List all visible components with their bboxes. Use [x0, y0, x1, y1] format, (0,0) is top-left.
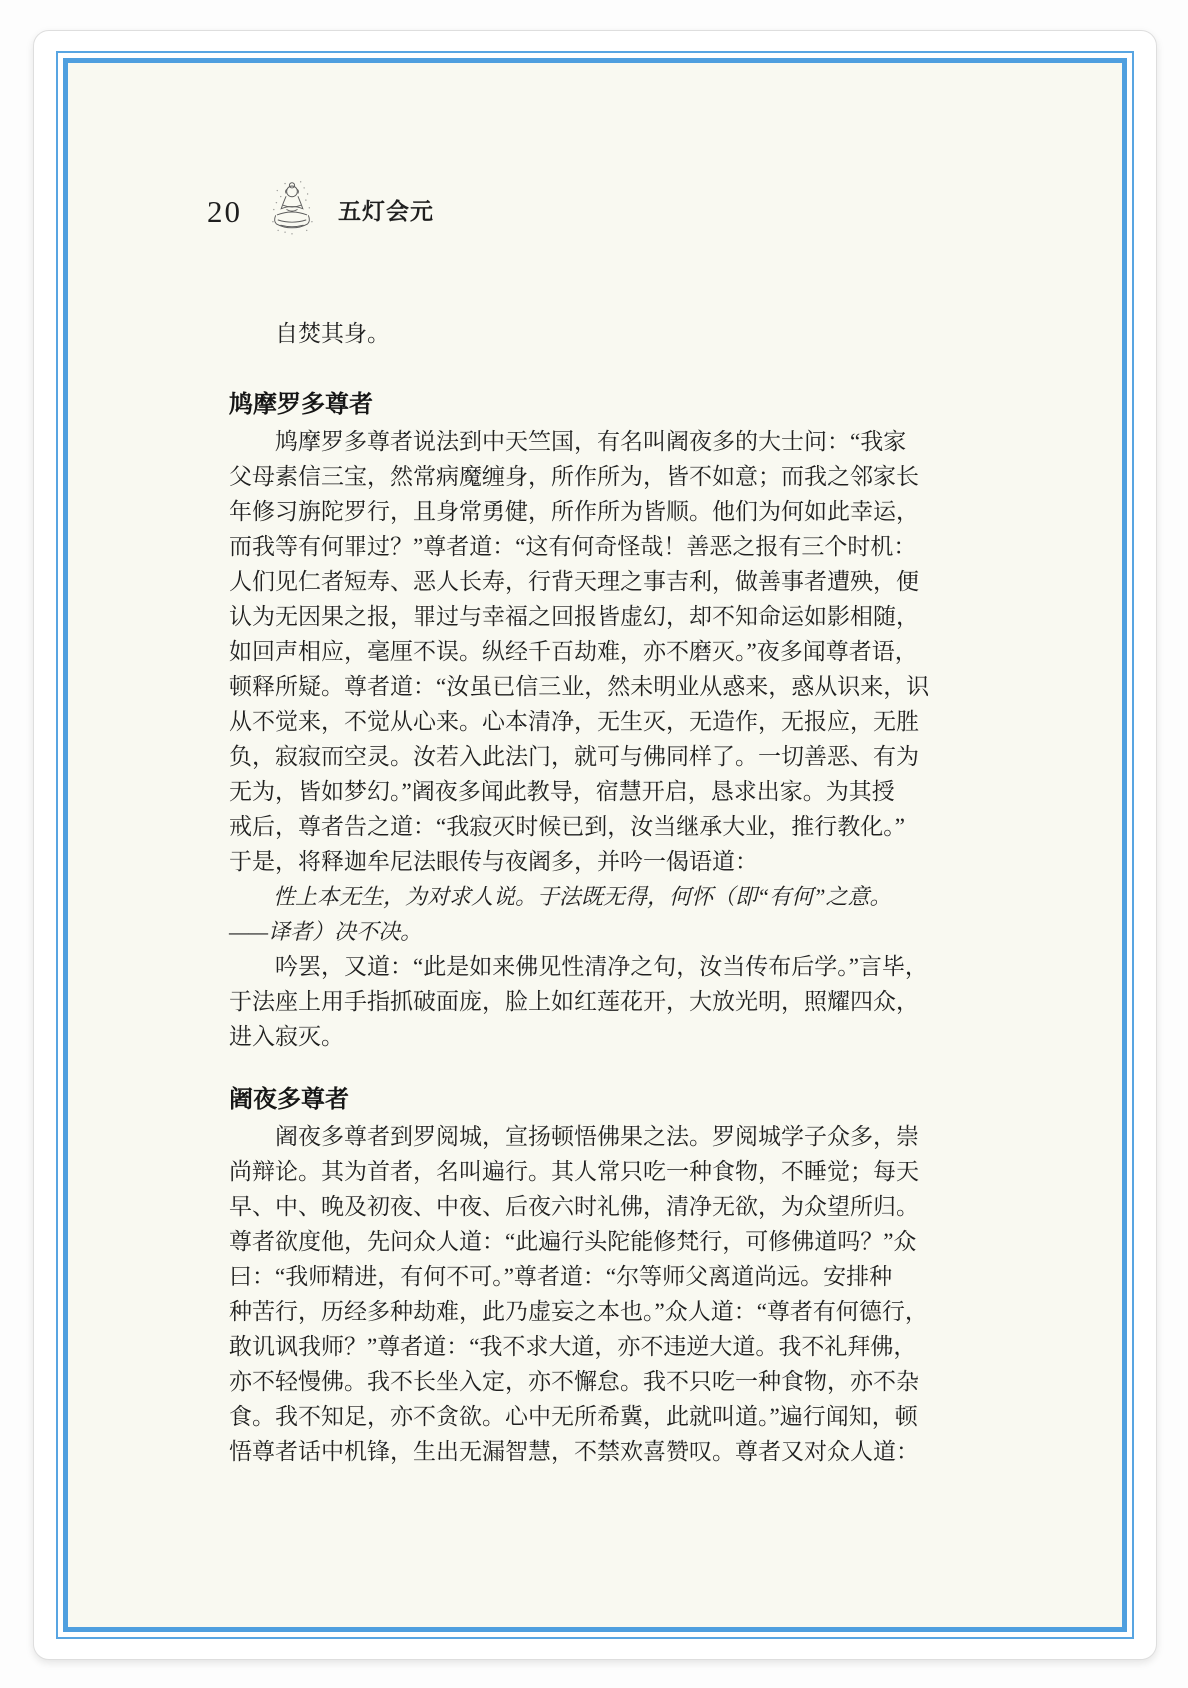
text-line: 如回声相应，毫厘不误。纵经千百劫难，亦不磨灭。”夜多闻尊者语， [229, 639, 918, 664]
text-line: 顿释所疑。尊者道：“汝虽已信三业，然未明业从惑来，惑从识来，识 [229, 674, 930, 699]
text-line: 无为，皆如梦幻。”阇夜多闻此教导，宿慧开启，恳求出家。为其授 [229, 779, 895, 804]
text-line: 尊者欲度他，先问众人道：“此遍行头陀能修梵行，可修佛道吗？”众 [229, 1229, 917, 1254]
buddha-icon [266, 176, 318, 238]
page-content [68, 63, 1122, 1627]
text-line: 鸠摩罗多尊者说法到中天竺国，有名叫阇夜多的大士问：“我家 [229, 429, 907, 454]
text-line: 性上本无生，为对求人说。于法既无得，何怀（即“有何”之意。 [229, 884, 892, 909]
page-number: 20 [207, 193, 242, 229]
text-line: 早、中、晚及初夜、中夜、后夜六时礼佛，清净无欲，为众望所归。 [229, 1194, 919, 1219]
text-line: 从不觉来，不觉从心来。心本清净，无生灭，无造作，无报应，无胜 [229, 709, 919, 734]
text-line: 认为无因果之报，罪过与幸福之回报皆虚幻，却不知命运如影相随， [229, 604, 919, 629]
text-line: 负，寂寂而空灵。汝若入此法门，就可与佛同样了。一切善恶、有为 [229, 744, 919, 769]
text-line: 吟罢，又道：“此是如来佛见性清净之句，汝当传布后学。”言毕， [229, 954, 928, 979]
text-line: 曰：“我师精进，有何不可。”尊者道：“尔等师父离道尚远。安排种 [229, 1264, 893, 1289]
paragraph-jiumoluoduo [229, 424, 930, 879]
text-line: 悟尊者话中机锋，生出无漏智慧，不禁欢喜赞叹。尊者又对众人道： [229, 1439, 919, 1464]
text-line: 于法座上用手指抓破面庞，脸上如红莲花开，大放光明，照耀四众， [229, 989, 919, 1014]
text-line: 进入寂灭。 [229, 1024, 344, 1049]
paragraph-sheyeduo [229, 1119, 927, 1469]
book-title: 五灯会元 [338, 198, 434, 224]
verse-gatha [229, 879, 927, 949]
intro-line: 自焚其身。 [229, 321, 390, 346]
text-line: 种苦行，历经多种劫难，此乃虚妄之本也。”众人道：“尊者有何德行， [229, 1299, 928, 1324]
page-header [207, 176, 927, 238]
decorative-frame-inner [63, 58, 1127, 1632]
text-line: 敢讥讽我师？”尊者道：“我不求大道，亦不违逆大道。我不礼拜佛， [229, 1334, 917, 1359]
text-line: 人们见仁者短寿、恶人长寿，行背天理之事吉利，做善事者遭殃，便 [229, 569, 919, 594]
text-line: 尚辩论。其为首者，名叫遍行。其人常只吃一种食物，不睡觉；每天 [229, 1159, 919, 1184]
text-line: 亦不轻慢佛。我不长坐入定，亦不懈怠。我不只吃一种食物，亦不杂 [229, 1369, 919, 1394]
text-line: 食。我不知足，亦不贪欲。心中无所希冀，此就叫道。”遍行闻知，顿 [229, 1404, 918, 1429]
paragraph-jiumoluoduo-closing [229, 949, 927, 1054]
text-line: 戒后，尊者告之道：“我寂灭时候已到，汝当继承大业，推行教化。” [229, 814, 905, 839]
text-line: 年修习旃陀罗行，且身常勇健，所作所为皆顺。他们为何如此幸运， [229, 499, 919, 524]
text-line: 阇夜多尊者到罗阅城，宣扬顿悟佛果之法。罗阅城学子众多，崇 [229, 1124, 919, 1149]
text-line: ——译者）决不决。 [229, 919, 423, 944]
section-heading-jiumoluoduo: 鸠摩罗多尊者 [229, 391, 373, 418]
text-line: 于是，将释迦牟尼法眼传与夜阇多，并吟一偈语道： [229, 849, 758, 874]
book-page-card [33, 30, 1157, 1660]
section-heading-sheyeduo: 阇夜多尊者 [229, 1086, 349, 1113]
text-line: 父母素信三宝，然常病魔缠身，所作所为，皆不如意；而我之邻家长 [229, 464, 919, 489]
text-line: 而我等有何罪过？”尊者道：“这有何奇怪哉！善恶之报有三个时机： [229, 534, 917, 559]
